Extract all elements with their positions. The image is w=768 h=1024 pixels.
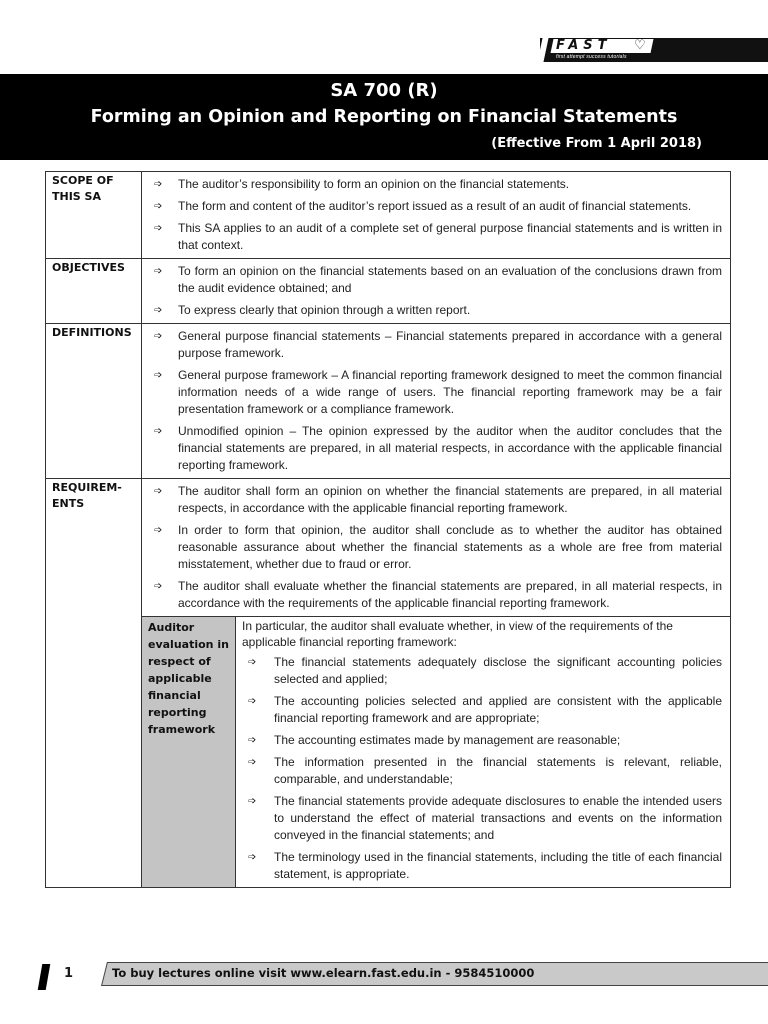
bullet-item: ➩ To express clearly that opinion through a written report. [152,302,722,319]
bullet-item: ➩ The financial statements provide adequate disclosures to enable the intended users to understand the effect of material transactions and events on the information conveyed in the financial statements; and [242,793,722,844]
section-content [142,324,730,478]
page-title: SA 700 (R) [330,80,438,101]
bullet-item: ➩ To form an opinion on the financial statements based on an evaluation of the conclusions drawn from the audit evidence obtained; and [152,263,722,297]
section-label: DEFINITIONS [46,324,142,478]
page-number: 1 [64,966,74,981]
bullet-item: ➩ The information presented in the financial statements is relevant, reliable, comparable, and understandable; [242,754,722,788]
bullet-item: ➩ General purpose financial statements – Financial statements prepared in accordance with a general purpose framework. [152,328,722,362]
bullet-item: ➩ In order to form that opinion, the auditor shall conclude as to whether the auditor has obtained reasonable assurance about whether the financial statements as a whole are free from material misstatement, whether due to fraud or error. [152,522,722,573]
section-scope [46,172,730,259]
bullet-item: ➩ The auditor shall form an opinion on whether the financial statements are prepared, in all material respects, in accordance with the applicable financial reporting framework. [152,483,722,517]
bullet-item: ➩ Unmodified opinion – The opinion expressed by the auditor when the auditor concludes that the financial statements are prepared, in all material respects, in accordance with the applicable financial reporting framework. [152,423,722,474]
section-objectives [46,259,730,324]
page-subtitle: Forming an Opinion and Reporting on Financial Statements [90,107,678,127]
footer-text: To buy lectures online visit www.elearn.fast.edu.in - 9584510000 [112,966,535,980]
bullet-item: ➩ This SA applies to an audit of a complete set of general purpose financial statements and is written in that context. [152,220,722,254]
section-content [142,172,730,258]
sub-section-evaluation [142,616,730,887]
bullet-item: ➩ The terminology used in the financial statements, including the title of each financial statement, is appropriate. [242,849,722,883]
logo-text: FAST [556,38,612,53]
section-label: REQUIREM-ENTS [46,479,142,887]
sub-section-intro: In particular, the auditor shall evaluate whether, in view of the requirements of the applicable financial reporting framework: [242,619,673,649]
bullet-item: ➩ The accounting policies selected and applied are consistent with the applicable financial reporting framework and are appropriate; [242,693,722,727]
heart-icon: ♡ [634,38,646,53]
bullet-item: ➩ The auditor shall evaluate whether the financial statements are prepared, in all material respects, in accordance with the requirements of the applicable financial reporting framework. [152,578,722,612]
section-content [142,259,730,323]
section-content [142,479,730,887]
bullet-item: ➩ The accounting estimates made by management are reasonable; [242,732,722,749]
summary-table [45,171,731,888]
section-label: SCOPE OF THIS SA [46,172,142,258]
sub-section-content [236,617,730,887]
logo-tagline: first attempt success tutorials [556,54,627,60]
bullet-item: ➩ General purpose framework – A financial reporting framework designed to meet the common financial information needs of a wide range of users. The financial reporting framework may be a fair presentation framework or a compliance framework. [152,367,722,418]
bullet-item: ➩ The financial statements adequately disclose the significant accounting policies selected and applied; [242,654,722,688]
sub-section-label: Auditor evaluation in respect of applicable financial reporting framework [142,617,236,887]
effective-date: (Effective From 1 April 2018) [491,136,702,151]
bullet-item: ➩ The auditor’s responsibility to form an opinion on the financial statements. [152,176,722,193]
section-definitions [46,324,730,479]
section-label: OBJECTIVES [46,259,142,323]
title-band [0,74,768,160]
section-requirements [46,479,730,887]
bullet-item: ➩ The form and content of the auditor’s report issued as a result of an audit of financial statements. [152,198,722,215]
footer-mark [38,964,51,990]
